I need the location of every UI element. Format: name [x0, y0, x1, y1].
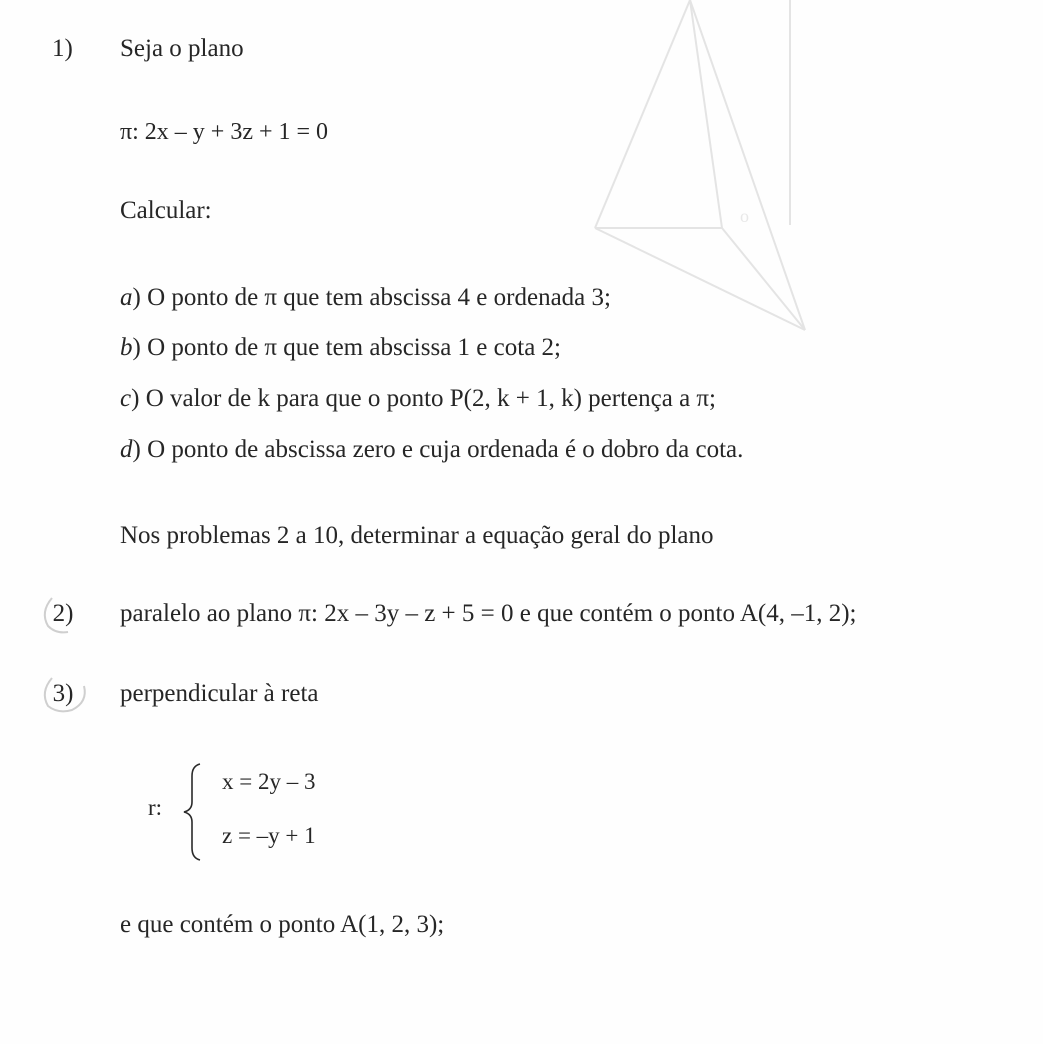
item-b-paren: )	[132, 334, 141, 361]
item-a-letter: a	[120, 284, 133, 311]
problem-2-number-marked	[38, 592, 94, 636]
calcular-label: Calcular:	[120, 197, 212, 224]
system-equation-2: z = –y + 1	[222, 823, 316, 848]
problem-3-number-marked	[38, 672, 94, 716]
item-a	[120, 283, 611, 313]
plane-equation: π: 2x – y + 3z + 1 = 0	[120, 119, 329, 145]
item-c-letter: c	[120, 385, 132, 412]
item-d-letter: d	[120, 436, 133, 463]
problem-3-number: 3)	[52, 680, 74, 707]
item-b-text: O ponto de π que tem abscissa 1 e cota 2;	[140, 334, 561, 361]
item-b-letter: b	[120, 334, 133, 361]
system-equation-1: x = 2y – 3	[222, 769, 316, 794]
item-d-text: O ponto de abscissa zero e cuja ordenada é o dobro da cota.	[140, 436, 744, 463]
item-c-paren: )	[131, 385, 140, 412]
problem-2-number: 2)	[52, 600, 74, 627]
problem-3-text: perpendicular à reta	[120, 680, 319, 707]
item-c-text: O valor de k para que o ponto P(2, k + 1, k) pertença a π;	[139, 385, 716, 412]
item-b	[120, 333, 561, 363]
problem-2-text: paralelo ao plano π: 2x – 3y – z + 5 = 0 e que contém o ponto A(4, –1, 2);	[120, 600, 857, 627]
item-c	[120, 384, 716, 414]
problem-3-closing: e que contém o ponto A(1, 2, 3);	[120, 911, 445, 938]
ghost-text: o	[740, 206, 749, 226]
problem-1-number: 1)	[52, 35, 73, 62]
item-a-text: O ponto de π que tem abscissa 4 e ordenada 3;	[140, 284, 611, 311]
left-brace	[178, 760, 208, 864]
item-d	[120, 435, 743, 465]
item-d-paren: )	[132, 436, 141, 463]
problem-1-intro: Seja o plano	[120, 35, 244, 62]
item-a-paren: )	[132, 284, 141, 311]
system-label: r:	[148, 795, 163, 820]
instruction-text: Nos problemas 2 a 10, determinar a equação geral do plano	[120, 522, 714, 549]
